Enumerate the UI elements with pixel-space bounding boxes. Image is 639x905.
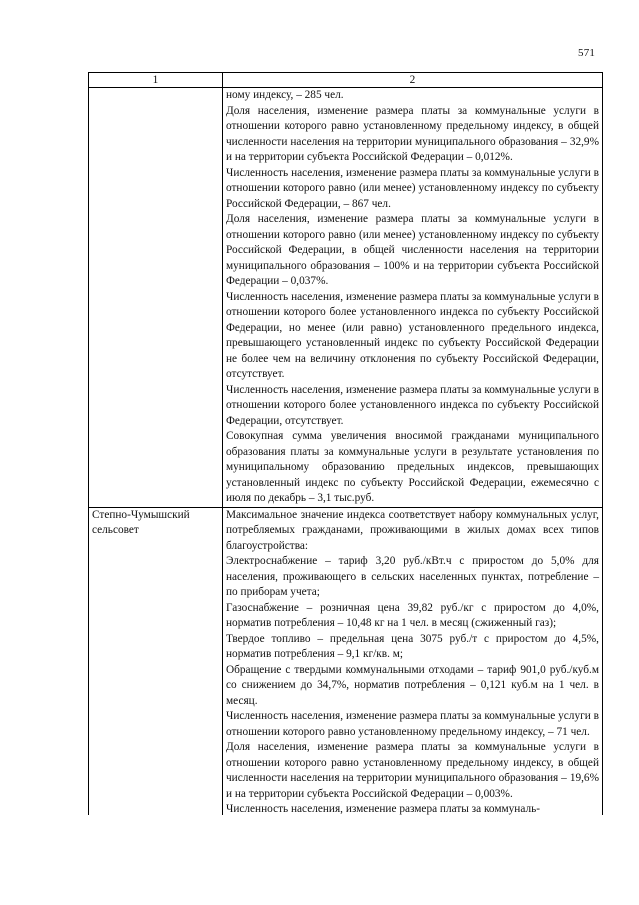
paragraph: Численность населения, изменение размера платы за коммунальные услуги в отношении которого равно (или менее) установленному индексу по субъекту Российской Федерации, – 867 чел. [226, 166, 599, 210]
paragraph: Максимальное значение индекса соответствует набору коммунальных услуг, потребляемых гражданами, проживающими в жилых домах всех типов благоустройства: [226, 508, 599, 552]
paragraph: Численность населения, изменение размера платы за коммунальные услуги в отношении которого более установленного индекса по субъекту Российской Федерации, отсутствует. [226, 383, 599, 427]
document-table [88, 72, 603, 815]
paragraph: Численность населения, изменение размера платы за коммунальные услуги в отношении которого равно установленному предельному индексу, – 71 чел. [226, 710, 599, 738]
page-number: 571 [578, 47, 596, 59]
paragraph: Доля населения, изменение размера платы за коммунальные услуги в отношении которого равно установленному предельному индексу, в общей численности населения на территории муниципального образования – 32,9% и на территории субъекта Российской Федерации – 0,012%. [226, 104, 599, 163]
paragraph: Твердое топливо – предельная цена 3075 руб./т с приростом до 4,5%, норматив потребления – 9,1 кг/кв. м; [226, 632, 599, 660]
municipality-name-line-1: Степно-Чумышский [92, 508, 190, 521]
paragraph: Доля населения, изменение размера платы за коммунальные услуги в отношении которого равно (или менее) установленному индексу по субъекту Российской Федерации, в общей численности населения на территории муниципального образования – 100% и на территории субъекта Российской Федерации – 0,037%. [226, 213, 599, 287]
paragraph: Доля населения, изменение размера платы за коммунальные услуги в отношении которого равно установленному предельному индексу, в общей численности населения на территории муниципального образования – 19,6% и на территории субъекта Российской Федерации – 0,003%. [226, 741, 599, 800]
paragraph: Электроснабжение – тариф 3,20 руб./кВт.ч с приростом до 5,0% для населения, проживающего в сельских населенных пунктах, потребление – по приборам учета; [226, 555, 599, 598]
paragraph-truncated: Численность населения, изменение размера платы за коммуналь- [226, 803, 540, 815]
municipality-name-line-2: сельсовет [92, 524, 139, 536]
header-cell-1: 1 [89, 73, 223, 88]
paragraph: Газоснабжение – розничная цена 39,82 руб./кг с приростом до 4,0%, норматив потребления – 10,48 кг на 1 чел. в месяц (сжиженный газ); [226, 601, 599, 629]
row-label [89, 507, 223, 815]
paragraph: Обращение с твердыми коммунальными отходами – тариф 901,0 руб./куб.м со снижением до 34,7%, норматив потребления – 0,121 куб.м на 1 чел. в месяц. [226, 663, 599, 707]
table-row [89, 88, 603, 508]
table-header-row [89, 73, 603, 88]
header-cell-2: 2 [223, 73, 603, 88]
paragraph: Численность населения, изменение размера платы за коммунальные услуги в отношении которого более установленного индекса по субъекту Российской Федерации, но менее (или равно) установленного предельного индекса, превышающего установленный индекс по субъекту Российской Федерации не более чем на величину отклонения по субъекту Российской Федерации, отсутствует. [226, 290, 599, 380]
paragraph: Совокупная сумма увеличения вносимой гражданами муниципального образования платы за коммунальные услуги в результате установления по муниципальному образованию предельных индексов, превышающих установленный индекс по субъекту Российской Федерации, ежемесячно с июля по декабрь – 3,1 тыс.руб. [226, 430, 599, 504]
row-content [223, 88, 603, 508]
row-content [223, 507, 603, 815]
paragraph: ному индексу, – 285 чел. [226, 89, 344, 101]
table-row [89, 507, 603, 815]
row-label-empty [89, 88, 223, 508]
